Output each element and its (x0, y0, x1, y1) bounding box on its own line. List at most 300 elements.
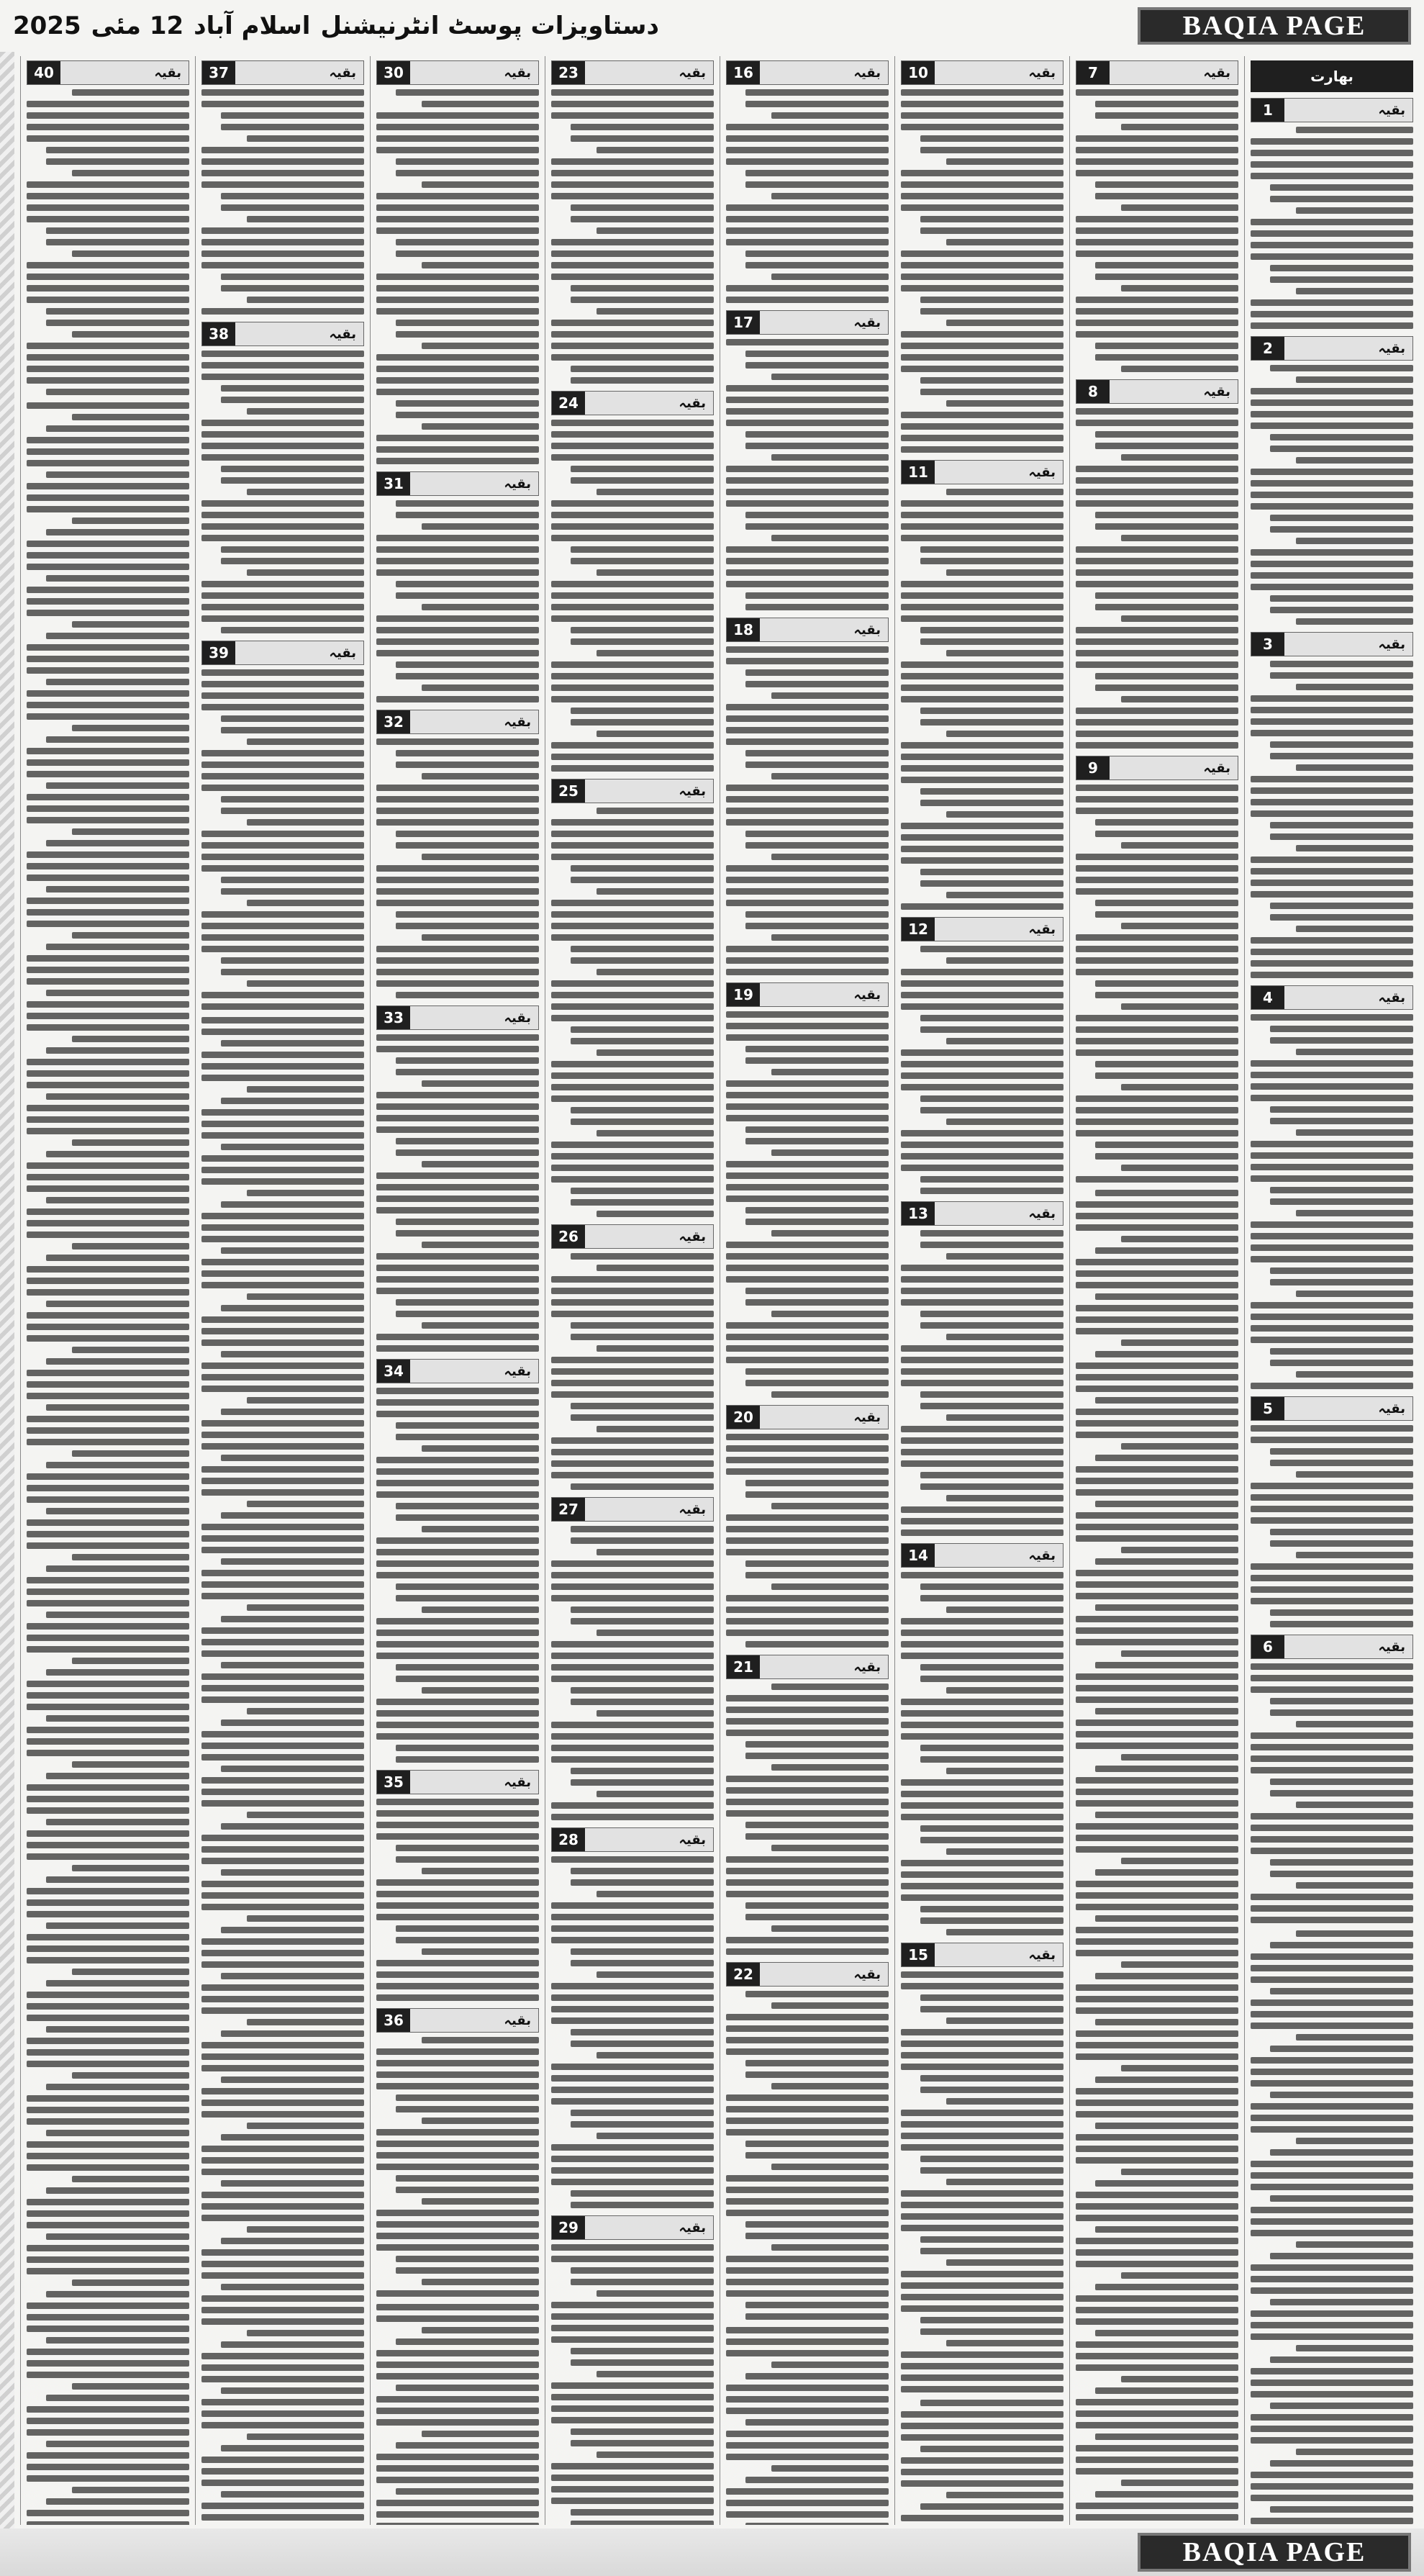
text-line (27, 1370, 189, 1376)
text-line (27, 1439, 189, 1445)
text-line (1251, 242, 1413, 248)
text-line (376, 1092, 539, 1098)
text-line (920, 1483, 1064, 1490)
text-line (726, 877, 889, 883)
continuation-number: 29 (552, 2216, 585, 2239)
text-line (396, 412, 539, 418)
text-line (396, 2442, 539, 2449)
text-line (201, 2053, 364, 2060)
continuation-header (1251, 98, 1413, 122)
text-line (1076, 1685, 1238, 1691)
text-line (201, 831, 364, 837)
text-line (1251, 1905, 1413, 1912)
text-line (1076, 934, 1238, 941)
text-line (27, 1427, 189, 1434)
text-line (1251, 1563, 1413, 1570)
text-line (27, 955, 189, 962)
text-line (901, 834, 1064, 841)
text-line (1076, 1118, 1238, 1125)
continuation-item (1251, 1396, 1413, 1627)
text-line (920, 216, 1064, 222)
continuation-item (901, 1201, 1064, 1536)
continuation-number: 9 (1076, 756, 1110, 779)
text-line (376, 738, 539, 745)
text-line (201, 1581, 364, 1588)
text-line (726, 1718, 889, 1725)
text-line (726, 957, 889, 964)
text-line (1296, 2138, 1413, 2144)
text-line (221, 1973, 364, 1979)
text-line (201, 2157, 364, 2164)
text-line (27, 437, 189, 443)
text-line (201, 362, 364, 369)
text-line (376, 458, 539, 464)
text-line (46, 1612, 189, 1618)
text-line (726, 1445, 889, 1452)
text-line (1296, 457, 1413, 464)
continuation-header (27, 60, 189, 85)
text-line (72, 1139, 189, 1146)
text-line (771, 773, 889, 779)
body-text (201, 89, 364, 315)
text-line (1076, 650, 1238, 656)
text-line (551, 592, 714, 599)
text-line (726, 2267, 889, 2274)
text-line (1251, 972, 1413, 978)
text-line (571, 1483, 714, 1490)
text-line (201, 1328, 364, 1334)
text-line (920, 1595, 1064, 1601)
text-line (551, 2144, 714, 2151)
text-line (551, 2498, 714, 2504)
text-line (376, 227, 539, 234)
text-line (1076, 2111, 1238, 2118)
text-line (745, 101, 889, 107)
text-line (726, 946, 889, 952)
text-line (946, 158, 1064, 165)
text-line (1076, 1800, 1238, 1807)
text-line (1076, 1789, 1238, 1795)
text-line (1076, 661, 1238, 668)
text-line (745, 1046, 889, 1052)
text-line (27, 921, 189, 927)
text-line (201, 2457, 364, 2463)
text-line (422, 2279, 539, 2285)
text-line (1251, 1175, 1413, 1182)
body-text (726, 646, 889, 975)
text-line (27, 2003, 189, 2010)
text-line (597, 308, 714, 315)
text-line (27, 564, 189, 570)
text-line (771, 454, 889, 461)
text-line (201, 669, 364, 676)
text-line (1251, 1744, 1413, 1750)
text-line (551, 923, 714, 929)
text-line (1270, 607, 1413, 613)
text-line (551, 1802, 714, 1809)
body-text (1076, 1190, 1238, 2525)
text-line (901, 2202, 1064, 2208)
text-line (27, 851, 189, 858)
text-line (1296, 2241, 1413, 2248)
continuation-label: بقیہ (1378, 340, 1405, 356)
text-line (376, 1399, 539, 1406)
text-line (726, 339, 889, 345)
text-line (1095, 2387, 1238, 2394)
text-line (726, 1810, 889, 1817)
text-line (571, 2029, 714, 2035)
text-line (571, 2202, 714, 2208)
text-line (551, 2405, 714, 2412)
continuation-header (726, 1405, 889, 1429)
text-line (745, 842, 889, 849)
text-line (396, 1664, 539, 1671)
text-line (72, 2072, 189, 2079)
text-line (551, 262, 714, 268)
continuation-number: 36 (377, 2009, 410, 2032)
text-line (920, 2328, 1064, 2335)
text-line (46, 471, 189, 478)
text-line (745, 681, 889, 687)
text-line (46, 1876, 189, 1883)
text-line (376, 696, 539, 702)
text-line (1076, 2192, 1238, 2198)
text-line (920, 377, 1064, 384)
text-line (27, 2418, 189, 2424)
text-line (1076, 2007, 1238, 2014)
text-line (1076, 546, 1238, 553)
text-line (1076, 227, 1238, 234)
text-line (920, 1391, 1064, 1398)
text-line (726, 2118, 889, 2124)
text-line (1121, 2480, 1238, 2486)
text-line (376, 1971, 539, 1978)
text-line (551, 1299, 714, 1306)
text-line (27, 817, 189, 823)
text-line (1251, 1494, 1413, 1501)
text-line (201, 443, 364, 449)
continuation-number: 39 (202, 641, 235, 664)
text-line (27, 1324, 189, 1330)
text-line (571, 1322, 714, 1329)
text-line (376, 900, 539, 906)
text-line (901, 1357, 1064, 1363)
text-line (745, 1299, 889, 1306)
text-line (27, 1784, 189, 1791)
continuation-header (551, 779, 714, 803)
text-line (1095, 980, 1238, 987)
body-text (726, 89, 889, 303)
continuation-item (201, 60, 364, 315)
body-text (551, 1526, 714, 1820)
text-line (396, 1230, 539, 1237)
text-line (27, 2475, 189, 2482)
text-line (221, 727, 364, 733)
text-line (1121, 1236, 1238, 1242)
text-line (1251, 2023, 1413, 2029)
text-line (396, 1149, 539, 1156)
text-line (551, 512, 714, 518)
text-line (201, 681, 364, 687)
text-line (46, 320, 189, 326)
text-line (1296, 127, 1413, 133)
continuation-label: بقیہ (679, 783, 706, 799)
text-line (27, 2222, 189, 2228)
text-line (726, 1695, 889, 1701)
text-line (376, 2152, 539, 2159)
text-line (1076, 1823, 1238, 1830)
text-line (726, 888, 889, 895)
text-line (726, 808, 889, 814)
text-line (551, 523, 714, 530)
text-line (27, 1704, 189, 1710)
text-line (1296, 2345, 1413, 2351)
body-text (551, 808, 714, 1217)
text-line (1076, 2249, 1238, 2256)
text-line (396, 581, 539, 587)
text-line (745, 1914, 889, 1920)
text-line (422, 773, 539, 779)
text-line (920, 1026, 1064, 1033)
text-line (901, 1871, 1064, 1878)
text-line (27, 2406, 189, 2413)
text-line (745, 2221, 889, 2228)
text-line (46, 736, 189, 743)
text-line (1251, 2276, 1413, 2282)
text-line (1296, 1552, 1413, 1558)
text-line (726, 1242, 889, 1248)
text-line (920, 1107, 1064, 1113)
continuation-number: 1 (1251, 99, 1284, 122)
text-line (901, 2386, 1064, 2392)
continuation-label: بقیہ (1028, 921, 1056, 937)
text-line (72, 725, 189, 731)
text-line (901, 2121, 1064, 2128)
text-line (1076, 1015, 1238, 1021)
text-line (1270, 1529, 1413, 1535)
text-line (46, 158, 189, 165)
text-line (920, 2503, 1064, 2510)
text-line (1076, 2399, 1238, 2405)
text-line (1270, 1709, 1413, 1716)
text-line (551, 250, 714, 257)
text-line (27, 2141, 189, 2148)
body-text (901, 1572, 1064, 1935)
text-line (771, 692, 889, 699)
text-line (376, 1618, 539, 1624)
text-line (745, 523, 889, 530)
text-line (1076, 1535, 1238, 1542)
text-line (201, 431, 364, 438)
text-line (551, 1153, 714, 1160)
text-line (1076, 1270, 1238, 1277)
text-line (201, 170, 364, 176)
continuation-label: بقیہ (1378, 102, 1405, 118)
text-line (1121, 1858, 1238, 1864)
text-line (27, 343, 189, 349)
text-line (396, 1503, 539, 1509)
text-line (1076, 946, 1238, 952)
text-line (571, 1768, 714, 1774)
continuation-item (726, 60, 889, 303)
text-line (201, 1132, 364, 1139)
text-line (221, 969, 364, 975)
continuation-header (551, 1827, 714, 1852)
text-line (72, 1761, 189, 1768)
text-line (1251, 1917, 1413, 1923)
text-line (46, 1197, 189, 1203)
text-line (1251, 2322, 1413, 2328)
text-line (46, 2233, 189, 2240)
text-line (1121, 1961, 1238, 1968)
text-line (901, 2271, 1064, 2277)
text-line (27, 656, 189, 662)
text-line (376, 204, 539, 211)
text-line (551, 1756, 714, 1763)
text-line (726, 2385, 889, 2391)
text-line (396, 1856, 539, 1863)
text-line (72, 1658, 189, 1664)
continuation-item (1251, 98, 1413, 329)
text-line (1270, 2092, 1413, 2098)
text-line (27, 1577, 189, 1583)
text-line (1121, 454, 1238, 461)
text-line (597, 650, 714, 656)
text-line (1251, 2230, 1413, 2236)
text-line (201, 500, 364, 507)
text-line (1270, 2195, 1413, 2202)
continuation-label: بقیہ (1378, 636, 1405, 652)
text-line (726, 2442, 889, 2449)
text-line (221, 204, 364, 211)
text-line (201, 2100, 364, 2106)
text-line (1251, 1014, 1413, 1021)
text-line (1076, 865, 1238, 872)
text-line (771, 1069, 889, 1075)
text-line (1076, 2042, 1238, 2048)
columns (17, 56, 1419, 2525)
text-line (726, 297, 889, 303)
text-line (27, 1646, 189, 1653)
text-line (376, 2304, 539, 2310)
text-line (376, 785, 539, 791)
text-line (551, 980, 714, 987)
text-line (422, 1526, 539, 1532)
text-line (1251, 868, 1413, 875)
text-line (1076, 2053, 1238, 2060)
text-line (201, 1570, 364, 1576)
text-line (726, 397, 889, 403)
text-line (201, 250, 364, 257)
continuation-item (27, 60, 189, 395)
text-line (201, 704, 364, 710)
continuation-item (1076, 756, 1238, 1183)
text-line (72, 1450, 189, 1457)
text-line (1076, 1673, 1238, 1680)
text-line (901, 1779, 1064, 1786)
text-line (376, 1253, 539, 1260)
text-line (726, 646, 889, 653)
text-line (901, 1130, 1064, 1136)
text-line (376, 1034, 539, 1041)
text-line (201, 158, 364, 165)
continuation-header (551, 2215, 714, 2240)
text-line (726, 2396, 889, 2403)
text-line (1296, 845, 1413, 851)
text-line (1251, 299, 1413, 306)
text-line (27, 1001, 189, 1008)
text-line (376, 1722, 539, 1728)
text-line (27, 1681, 189, 1687)
text-line (201, 2088, 364, 2094)
text-line (27, 909, 189, 916)
text-line (221, 1766, 364, 1772)
text-line (1251, 1976, 1413, 1983)
text-line (1296, 1721, 1413, 1727)
text-line (551, 2417, 714, 2423)
text-line (201, 2295, 364, 2302)
text-line (1095, 1190, 1238, 1196)
text-line (571, 546, 714, 553)
text-line (745, 1207, 889, 1214)
text-line (46, 1980, 189, 1987)
text-line (221, 2134, 364, 2141)
text-line (376, 1549, 539, 1555)
text-line (1121, 1443, 1238, 1450)
column-4 (720, 56, 894, 2525)
text-line (571, 946, 714, 952)
text-line (201, 842, 364, 849)
continuation-item (901, 60, 1064, 453)
text-line (376, 969, 539, 975)
text-line (27, 297, 189, 303)
text-line (376, 1994, 539, 2001)
text-line (1251, 311, 1413, 317)
text-line (726, 2106, 889, 2112)
column-3 (894, 56, 1069, 2525)
text-line (551, 684, 714, 691)
text-line (1270, 1198, 1413, 1205)
text-line (27, 124, 189, 130)
text-line (726, 2129, 889, 2136)
text-line (396, 250, 539, 257)
text-line (901, 969, 1064, 975)
text-line (376, 1480, 539, 1486)
text-line (1076, 2364, 1238, 2371)
text-line (201, 308, 364, 315)
text-line (745, 512, 889, 518)
text-line (571, 1606, 714, 1613)
text-line (726, 227, 889, 234)
text-line (571, 719, 714, 726)
continuation-item (551, 779, 714, 1217)
continuation-header (201, 60, 364, 85)
continuation-header (551, 1497, 714, 1522)
text-line (901, 366, 1064, 372)
text-line (27, 193, 189, 199)
text-line (1076, 2318, 1238, 2325)
text-line (597, 2290, 714, 2297)
continuation-header (1076, 60, 1238, 85)
text-line (1095, 2330, 1238, 2336)
text-line (901, 2064, 1064, 2070)
text-line (201, 181, 364, 188)
text-line (726, 2350, 889, 2356)
text-line (1251, 1152, 1413, 1159)
text-line (221, 1247, 364, 1254)
continuation-item (376, 710, 539, 998)
text-line (201, 592, 364, 599)
